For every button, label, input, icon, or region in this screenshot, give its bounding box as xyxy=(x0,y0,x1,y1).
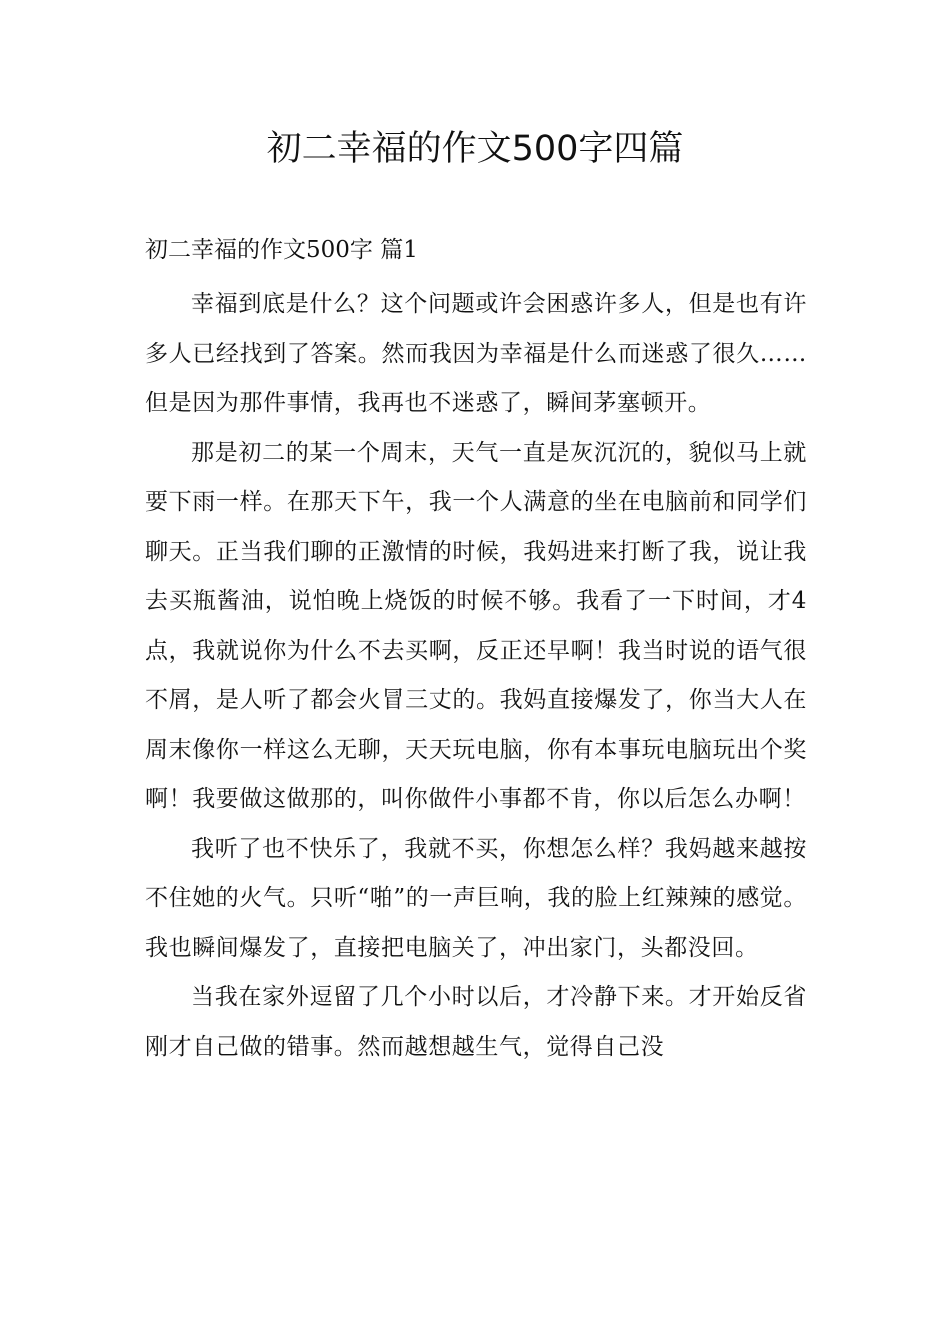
paragraph-3: 我听了也不快乐了，我就不买，你想怎么样？我妈越来越按不住她的火气。只听“啪”的一声巨响，我的脸上红辣辣的感觉。我也瞬间爆发了，直接把电脑关了，冲出家门，头都没回。 xyxy=(145,835,807,961)
document-title: 初二幸福的作文500字四篇 xyxy=(266,129,684,169)
section-heading: 初二幸福的作文500字 篇1 xyxy=(145,237,418,263)
paragraph-1: 幸福到底是什么？这个问题或许会困惑许多人，但是也有许多人已经找到了答案。然而我因为幸福是什么而迷惑了很久……但是因为那件事情，我再也不迷惑了，瞬间茅塞顿开。 xyxy=(145,291,807,416)
article-body xyxy=(145,280,807,1072)
paragraph-2: 那是初二的某一个周末，天气一直是灰沉沉的，貌似马上就要下雨一样。在那天下午，我一个人满意的坐在电脑前和同学们聊天。正当我们聊的正激情的时候，我妈进来打断了我，说让我去买瓶酱油，说怕晚上烧饭的时候不够。我看了一下时间，才4点，我就说你为什么不去买啊，反正还早啊！我当时说的语气很不屑，是人听了都会火冒三丈的。我妈直接爆发了，你当大人在周末像你一样这么无聊，天天玩电脑，你有本事玩电脑玩出个奖啊！我要做这做那的，叫你做件小事都不肯，你以后怎么办啊！ xyxy=(145,439,807,812)
paragraph-4: 当我在家外逗留了几个小时以后，才冷静下来。才开始反省刚才自己做的错事。然而越想越生气，觉得自己没 xyxy=(145,984,807,1060)
